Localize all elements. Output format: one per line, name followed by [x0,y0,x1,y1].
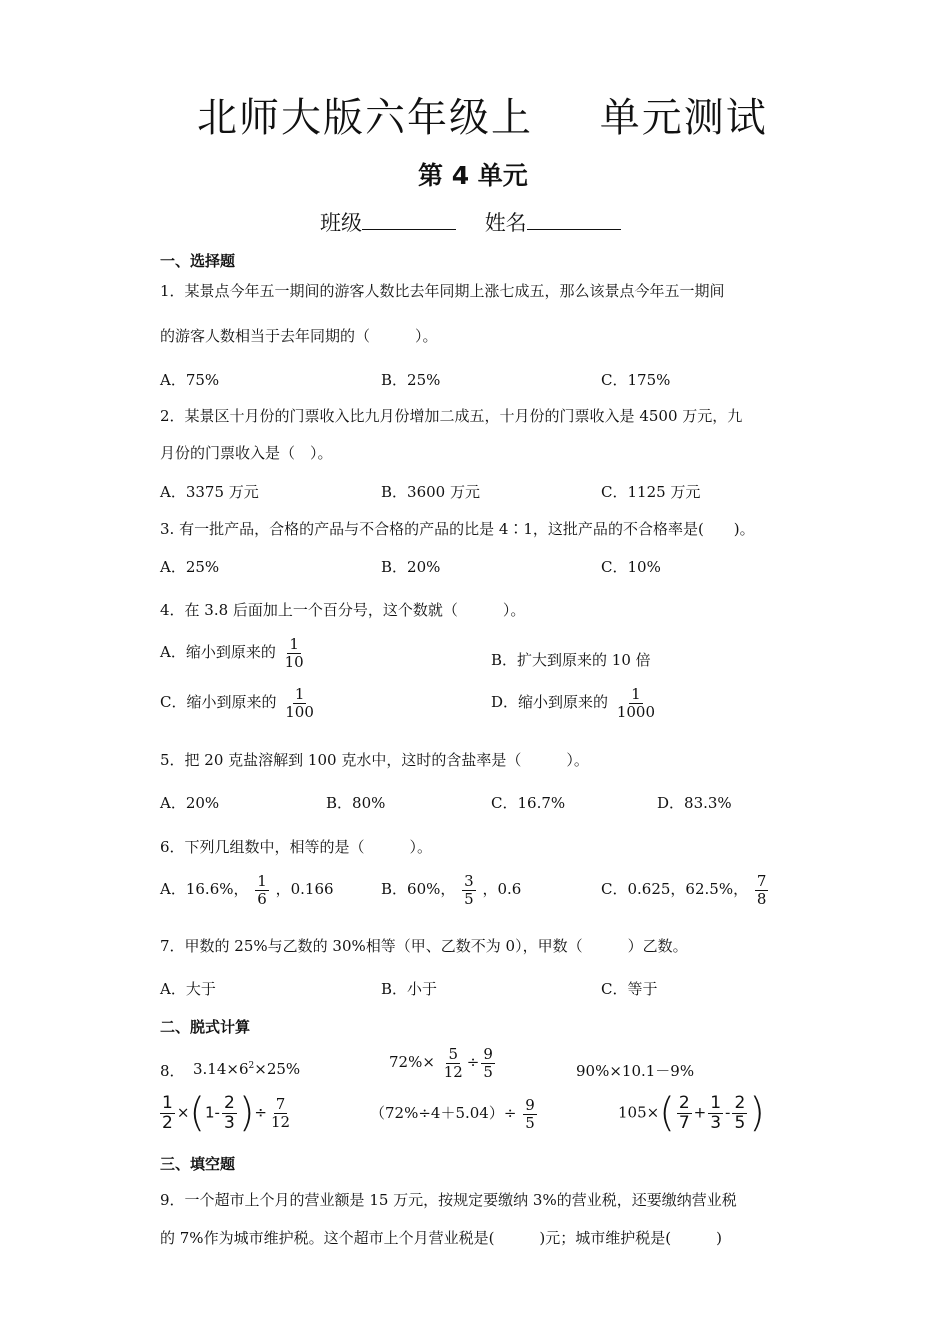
expr-4-fraction-3 [269,1096,292,1130]
q5-option-c: C．16.7% [491,794,566,812]
expr-2-fraction-1 [442,1046,465,1080]
q9-line2: 的 7%作为城市维护税。这个超市上个月营业税是( )元；城市维护税是( ) [160,1229,722,1247]
q7-line1: 7．甲数的 25%与乙数的 30%相等（甲、乙数不为 0），甲数（ ）乙数。 [160,937,688,955]
numerator: 9 [525,1096,535,1114]
numerator: 2 [678,1092,690,1113]
q3-option-b: B．20% [381,558,441,576]
denominator: 3 [223,1112,235,1133]
expr-2-pre: 72%× [389,1053,435,1071]
expr-6-fraction-1 [677,1094,692,1132]
q2-option-c: C．1125 万元 [601,483,701,501]
numerator: 1 [162,1092,173,1113]
expr-4-fraction-2 [222,1094,237,1132]
q8-expr-6 [618,1090,765,1136]
q6-line1: 6．下列几组数中，相等的是（ ）。 [160,838,433,856]
numerator: 1 [710,1092,722,1113]
section-heading-choice: 一、选择题 [160,252,236,270]
expr-1-post: ×25% [254,1060,301,1078]
q1-option-c: C．175% [601,371,671,389]
q6-option-c-fraction [755,873,769,907]
page-title [197,86,768,143]
numerator: 5 [448,1045,459,1063]
denominator: 5 [483,1062,493,1081]
title-right: 单元测试 [599,95,768,141]
q7-option-b: B．小于 [381,980,438,998]
denominator: 12 [443,1062,463,1081]
q9-line1: 9．一个超市上个月的营业额是 15 万元，按规定要缴纳 3%的营业税，还要缴纳营业税 [160,1191,737,1209]
class-label: 班级 [320,211,362,235]
q4-option-c-text: C．缩小到原来的 [160,693,277,711]
q6-option-b-post: ，0.6 [482,880,522,898]
paren-close: ) [749,1090,765,1136]
expr-4-times: × [176,1103,190,1122]
numerator: 1 [294,685,305,703]
expr-4-fraction-1 [160,1094,175,1132]
q1-line1: 1．某景点今年五一期间的游客人数比去年同期上涨七成五，那么该景点今年五一期间 [160,282,725,300]
q5-line1: 5．把 20 克盐溶解到 100 克水中，这时的含盐率是（ ）。 [160,751,589,769]
expr-6-fraction-3 [732,1094,747,1132]
expr-5-pre: （72%÷4＋5.04）÷ [370,1104,517,1122]
q5-option-a: A．20% [160,794,220,812]
q1-option-b: B．25% [381,371,441,389]
expr-1-pre: 3.14×6 [193,1060,249,1078]
q6-option-a-post: ，0.166 [275,880,334,898]
denominator: 6 [257,889,267,908]
numerator: 7 [275,1095,286,1113]
denominator: 3 [710,1112,722,1133]
q4-option-a-text: A．缩小到原来的 [160,643,276,661]
q1-option-a: A．75% [160,371,220,389]
denominator: 12 [271,1112,291,1131]
q4-option-d-text: D．缩小到原来的 [491,693,609,711]
q6-option-a-fraction [255,873,269,907]
q7-option-a: A．大于 [160,980,216,998]
q8-expr-5 [370,1097,539,1131]
q6-option-c-pre: C．0.625，62.5%， [601,880,749,898]
numerator: 7 [756,872,767,890]
denominator: 5 [464,889,474,908]
denominator: 1000 [616,702,655,721]
q8-label: 8． [160,1062,185,1080]
q8-expr-2 [389,1046,497,1080]
class-blank [362,229,456,230]
numerator: 1 [289,635,299,653]
class-name-row [320,207,621,237]
q4-option-c-fraction [283,686,316,720]
q3-option-c: C．10% [601,558,661,576]
paren-open: ( [189,1090,206,1136]
q4-option-d-fraction [615,686,657,720]
q2-option-a: A．3375 万元 [160,483,259,501]
section-heading-calculation: 二、脱式计算 [160,1018,251,1036]
expr-2-fraction-2 [481,1046,495,1080]
q4-line1: 4．在 3.8 后面加上一个百分号，这个数就（ ）。 [160,601,526,619]
q2-line2: 月份的门票收入是（ ）。 [160,444,333,462]
expr-6-pre: 105× [618,1103,660,1122]
q6-option-a [160,873,334,907]
expr-5-fraction [523,1097,537,1131]
q6-option-b-pre: B．60%， [381,880,456,898]
denominator: 8 [756,889,767,908]
q4-option-d [491,686,659,720]
expr-4-one: 1- [205,1103,220,1122]
q6-option-b [381,873,521,907]
expr-2-op: ÷ [466,1053,480,1071]
numerator: 1 [631,685,641,703]
q8-expr-4 [158,1090,294,1136]
numerator: 3 [464,872,474,890]
q2-line1: 2．某景区十月份的门票收入比九月份增加二成五，十月份的门票收入是 4500 万元，九 [160,407,743,425]
q4-option-b: B．扩大到原来的 10 倍 [491,651,651,669]
expr-6-minus: - [725,1103,731,1122]
denominator: 7 [678,1112,690,1133]
numerator: 2 [734,1092,746,1113]
denominator: 10 [284,652,304,671]
q3-option-a: A．25% [160,558,220,576]
numerator: 1 [257,872,267,890]
q4-option-a [160,636,308,670]
q4-option-a-fraction [283,636,306,670]
name-blank [527,229,621,230]
q1-line2: 的游客人数相当于去年同期的（ ）。 [160,327,438,345]
numerator: 2 [223,1092,235,1113]
expr-6-fraction-2 [708,1094,723,1132]
name-label: 姓名 [484,211,527,235]
unit-heading: 第 4 单元 [418,161,528,190]
q5-option-b: B．80% [326,794,386,812]
q5-option-d: D．83.3% [657,794,732,812]
title-main: 北师大版六年级上 [197,95,533,141]
q6-option-a-pre: A．16.6%， [160,880,249,898]
q3-line1: 3. 有一批产品，合格的产品与不合格的产品的比是 4∶1，这批产品的不合格率是( )。 [160,520,755,538]
q4-option-c [160,686,318,720]
denominator: 2 [162,1112,173,1133]
denominator: 100 [285,702,314,721]
expr-6-plus: + [693,1103,707,1122]
q8-expr-1 [193,1060,300,1078]
denominator: 5 [525,1113,535,1132]
section-heading-fill-blank: 三、填空题 [160,1155,236,1173]
paren-open: ( [659,1090,675,1136]
q6-option-c [601,873,770,907]
q2-option-b: B．3600 万元 [381,483,480,501]
expr-1-exponent: 2 [248,1061,255,1071]
q6-option-b-fraction [462,873,476,907]
denominator: 5 [734,1112,746,1133]
q8-expr-3: 90%×10.1－9% [576,1062,695,1080]
paren-close: ) [238,1090,255,1136]
numerator: 9 [483,1045,493,1063]
expr-4-op: ÷ [254,1103,267,1122]
q7-option-c: C．等于 [601,980,658,998]
